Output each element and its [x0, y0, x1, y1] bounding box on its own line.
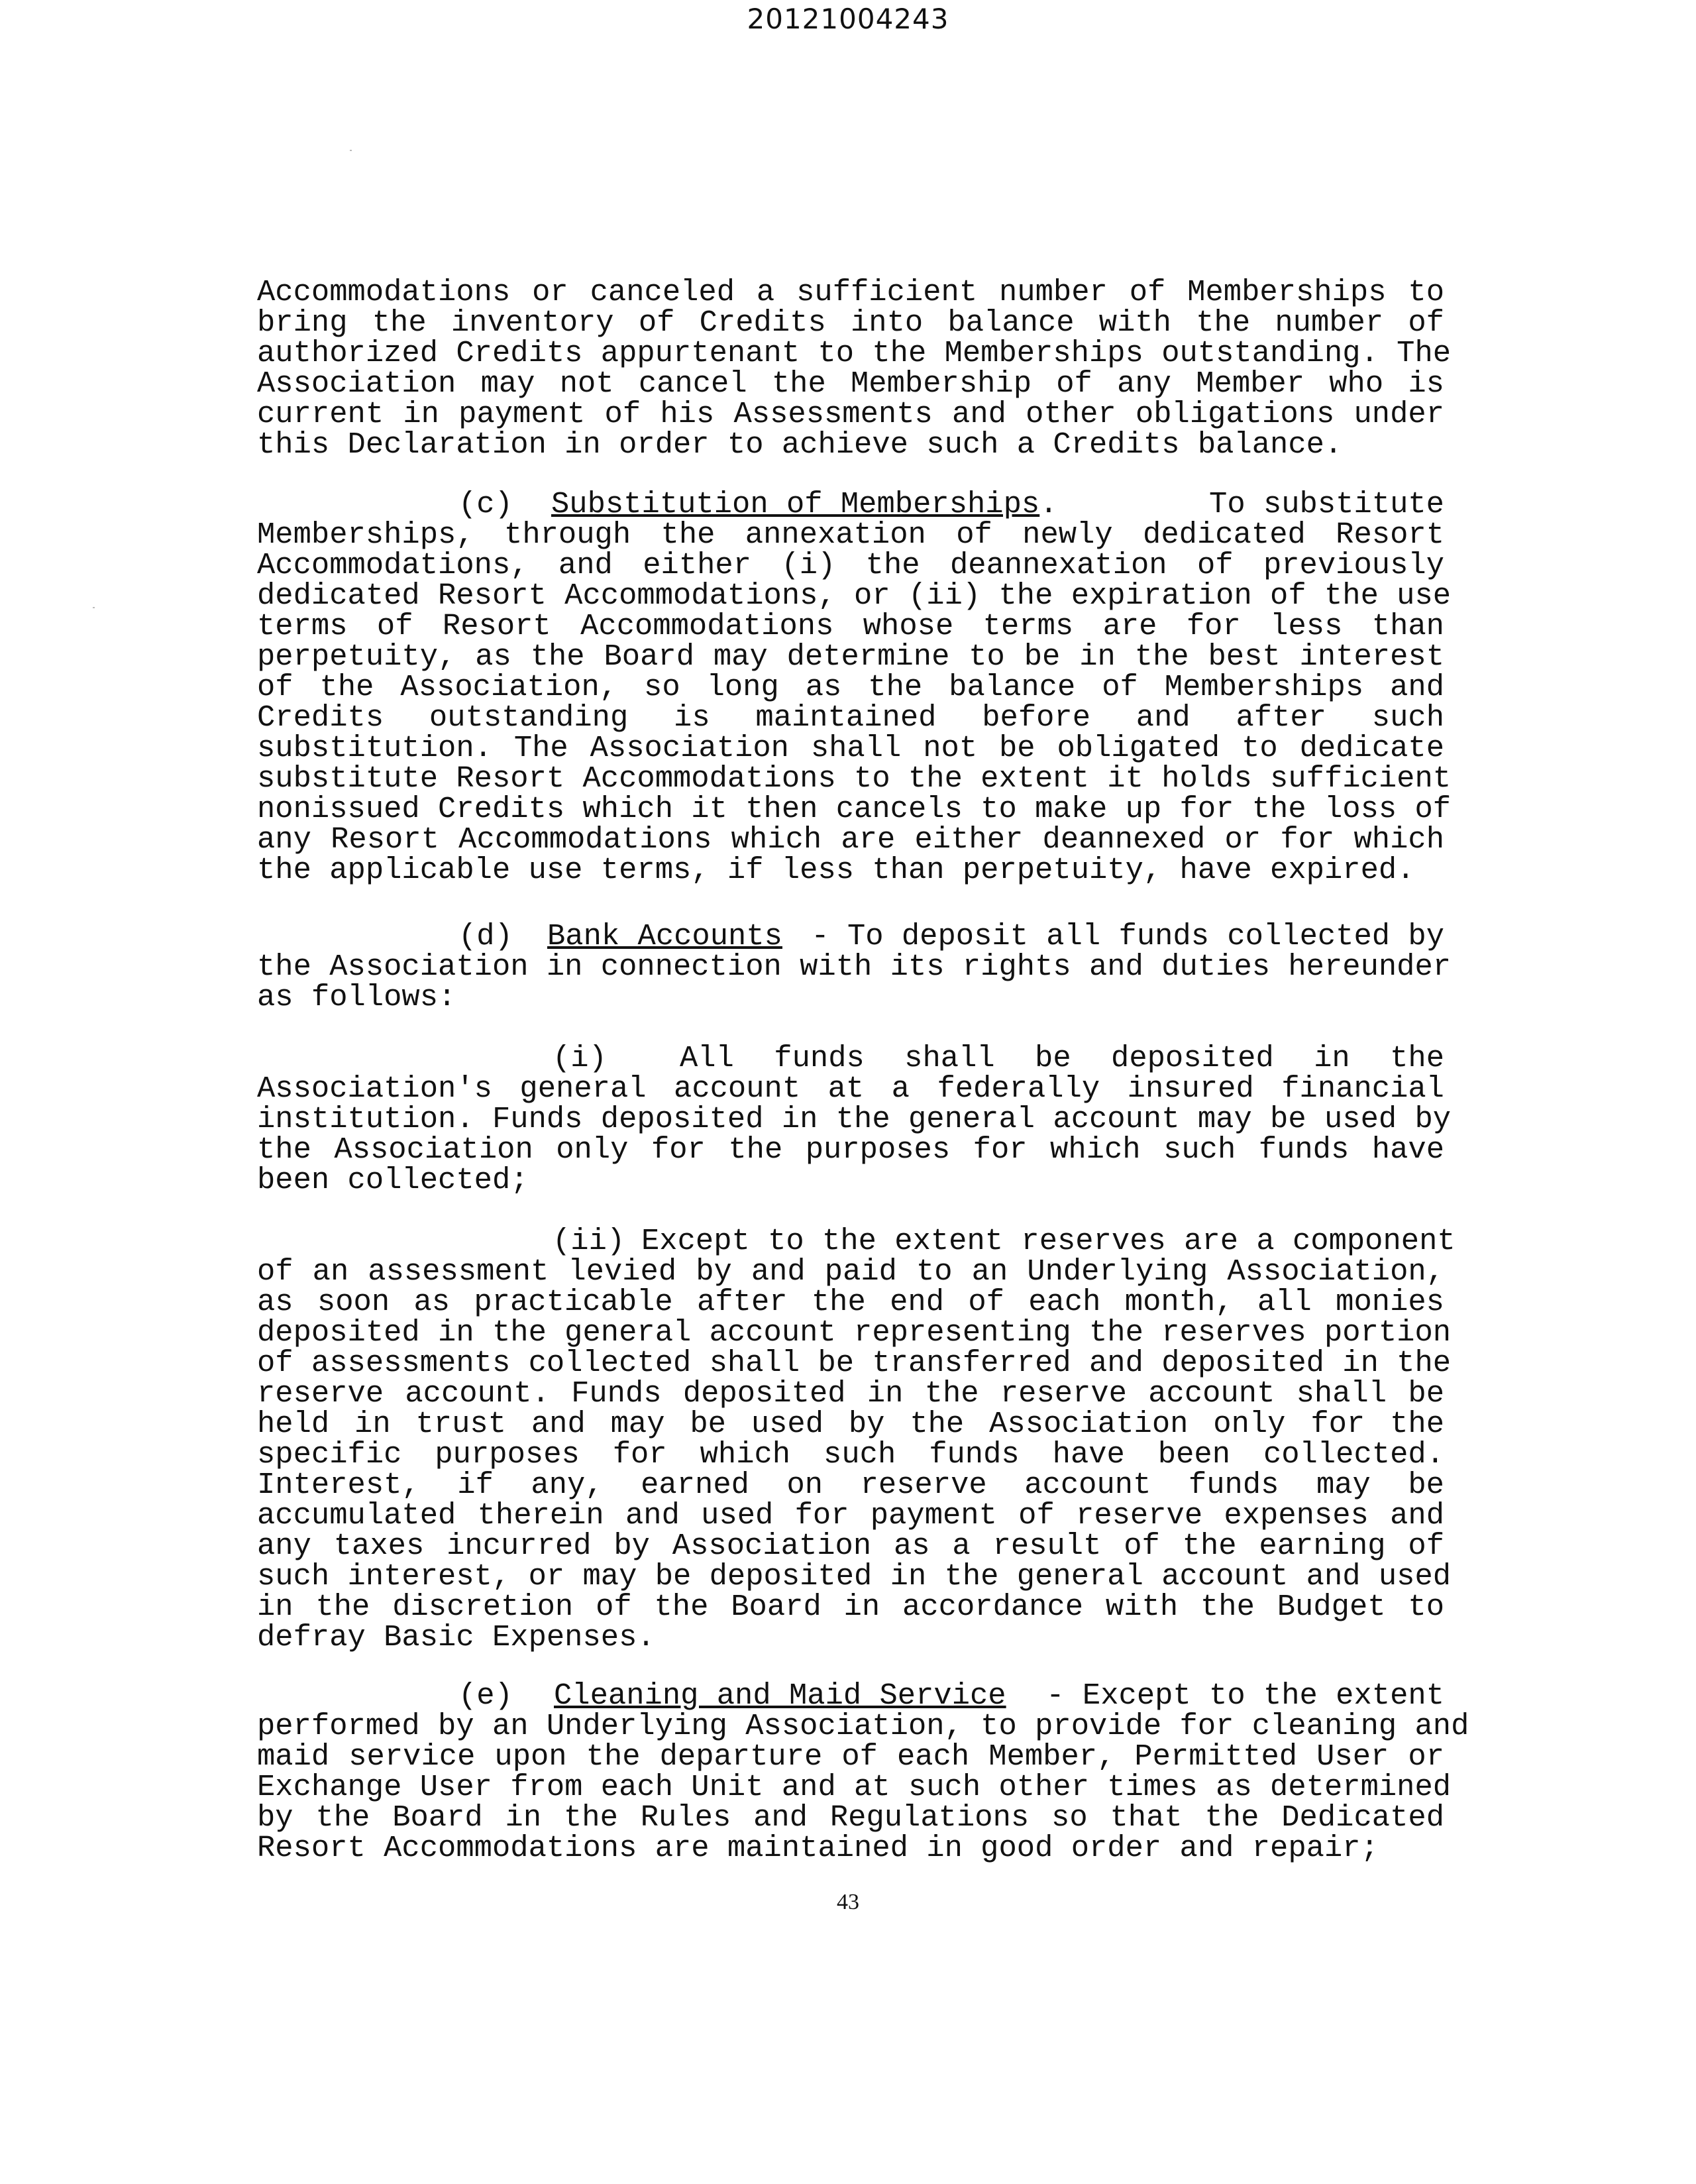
section-heading-line	[257, 1680, 1444, 1711]
document-number: 20121004243	[747, 3, 949, 35]
heading-line-text: - To deposit all funds collected by	[811, 919, 1444, 954]
subsection-first-line	[257, 1224, 1456, 1258]
text-line: the applicable use terms, if less than perpetuity, have expired.	[257, 853, 1415, 887]
text-line: specific purposes for which such funds have been collected.	[257, 1437, 1444, 1472]
text-line: held in trust and may be used by the Association only for the	[257, 1407, 1444, 1441]
text-line: defray Basic Expenses.	[257, 1620, 655, 1655]
text-line: of assessments collected shall be transferred and deposited in the	[257, 1346, 1452, 1380]
section-e-cleaning-and-maid-service	[257, 1678, 1469, 1865]
heading-line-text: - Except to the extent	[1046, 1678, 1444, 1713]
text-line: bring the inventory of Credits into balance with the number of	[257, 305, 1444, 340]
text-line: as soon as practicable after the end of each month, all monies	[257, 1285, 1444, 1319]
text-line: performed by an Underlying Association, to provide for cleaning and	[257, 1709, 1469, 1743]
text-line: any Resort Accommodations which are either deannexed or for which	[257, 822, 1444, 857]
text-line: accumulated therein and used for payment of reserve expenses and	[257, 1498, 1444, 1533]
subsection-ii-reserve-account	[257, 1224, 1456, 1655]
text-line: Association may not cancel the Membership of any Member who is	[257, 366, 1444, 401]
text-line: Resort Accommodations are maintained in good order and repair;	[257, 1831, 1379, 1865]
text-line: in the discretion of the Board in accordance with the Budget to	[257, 1590, 1444, 1624]
text-line: substitution. The Association shall not be obligated to dedicate	[257, 731, 1444, 765]
text-line: Association's general account at a federally insured financial	[257, 1071, 1444, 1106]
text-line: institution. Funds deposited in the general account may be used by	[257, 1102, 1452, 1136]
subsection-label: (ii)	[553, 1224, 625, 1258]
subsection-first-line	[257, 1043, 1444, 1073]
text-line: Interest, if any, earned on reserve account funds may be	[257, 1468, 1444, 1502]
text-line: Accommodations, and either (i) the deannexation of previously	[257, 548, 1444, 582]
text-line: the Association in connection with its rights and duties hereunder	[257, 950, 1452, 984]
text-line: nonissued Credits which it then cancels to make up for the loss of	[257, 792, 1452, 826]
text-line: reserve account. Funds deposited in the reserve account shall be	[257, 1376, 1444, 1411]
text-line: dedicated Resort Accommodations, or (ii) the expiration of the use	[257, 578, 1452, 613]
section-label: (e)	[458, 1678, 513, 1713]
paragraph-continuation	[257, 275, 1452, 462]
text-line: terms of Resort Accommodations whose terms are for less than	[257, 609, 1444, 643]
text-line: perpetuity, as the Board may determine to be in the best interest	[257, 639, 1444, 674]
section-heading-line	[257, 489, 1444, 519]
text-line: substitute Resort Accommodations to the extent it holds sufficient	[257, 761, 1452, 796]
section-heading: Bank Accounts	[547, 919, 782, 954]
text-line: as follows:	[257, 980, 456, 1014]
section-heading: Substitution of Memberships	[551, 487, 1040, 521]
text-line: any taxes incurred by Association as a result of the earning of	[257, 1529, 1444, 1563]
section-label: (c)	[458, 487, 513, 521]
subsection-i-general-account	[257, 1041, 1452, 1197]
text-line: the Association only for the purposes for which such funds have	[257, 1132, 1444, 1167]
subsection-label: (i)	[553, 1041, 607, 1075]
section-c-substitution-of-memberships	[257, 487, 1452, 887]
heading-punctuation: .	[1039, 487, 1058, 521]
text-line: maid service upon the departure of each Member, Permitted User or	[257, 1739, 1444, 1774]
text-line: Exchange User from each Unit and at such other times as determined	[257, 1770, 1452, 1804]
text-line: authorized Credits appurtenant to the Memberships outstanding. The	[257, 336, 1452, 370]
text-line: been collected;	[257, 1163, 529, 1197]
text-line: of an assessment levied by and paid to an Underlying Association,	[257, 1254, 1444, 1289]
text-line: current in payment of his Assessments and other obligations under	[257, 397, 1444, 431]
text-line: Accommodations or canceled a sufficient number of Memberships to	[257, 275, 1444, 309]
text-line: deposited in the general account representing the reserves portion	[257, 1315, 1452, 1350]
text-line: Memberships, through the annexation of newly dedicated Resort	[257, 518, 1444, 552]
section-label: (d)	[458, 919, 513, 954]
subsection-first-line-text: Except to the extent reserves are a component	[641, 1224, 1456, 1258]
heading-line-text: To substitute	[1209, 487, 1444, 521]
section-heading-line	[257, 921, 1444, 952]
text-line: this Declaration in order to achieve such a Credits balance.	[257, 427, 1343, 462]
scan-speck	[93, 607, 95, 608]
page-number: 43	[837, 1890, 859, 1914]
text-line: Credits outstanding is maintained before and after such	[257, 700, 1444, 735]
text-line: of the Association, so long as the balance of Memberships and	[257, 670, 1444, 704]
section-heading: Cleaning and Maid Service	[554, 1678, 1006, 1713]
text-line: such interest, or may be deposited in the general account and used	[257, 1559, 1452, 1594]
text-line: by the Board in the Rules and Regulations so that the Dedicated	[257, 1800, 1444, 1835]
scan-speck	[350, 150, 352, 151]
subsection-first-line-text: All funds shall be deposited in the	[680, 1041, 1444, 1075]
section-d-bank-accounts	[257, 919, 1452, 1014]
